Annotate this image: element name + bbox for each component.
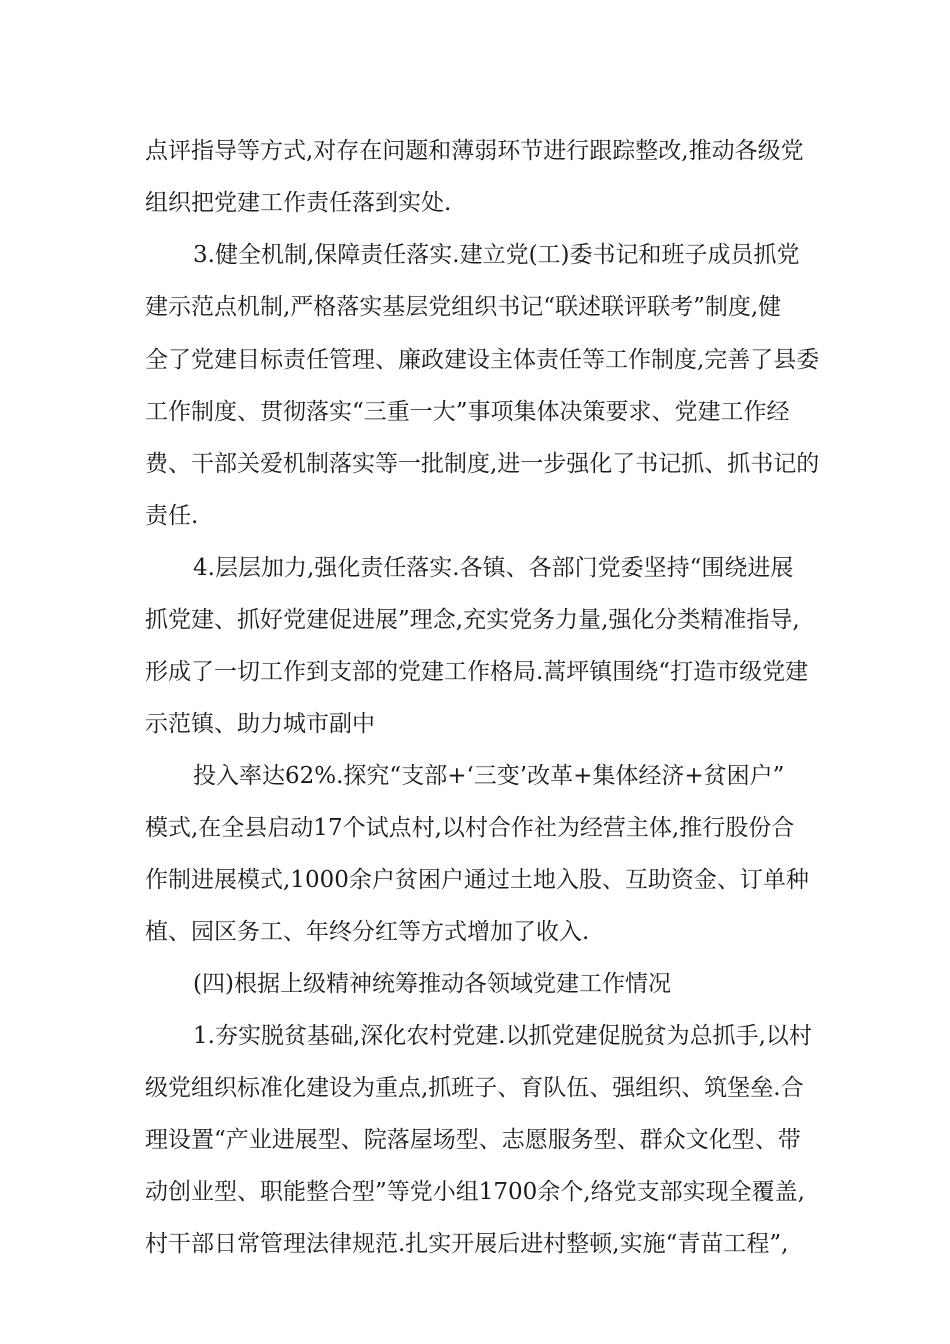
text-line: 点评指导等方式,对存在问题和薄弱环节进行跟踪整改,推动各级党 (145, 138, 804, 164)
text-line: 组织把党建工作责任落到实处. (145, 190, 452, 216)
text-line: 抓党建、抓好党建促进展”理念,充实党务力量,强化分类精准指导, (145, 607, 800, 633)
text-line: 级党组织标准化建设为重点,抓班子、育队伍、强组织、筑堡垒.合 (145, 1075, 804, 1101)
text-line: 理设置“产业进展型、院落屋场型、志愿服务型、群众文化型、带 (145, 1127, 801, 1153)
text-line: 形成了一切工作到支部的党建工作格局.蒿坪镇围绕“打造市级党建 (145, 659, 809, 685)
text-line: 责任. (145, 503, 199, 529)
text-line: 全了党建目标责任管理、廉政建设主体责任等工作制度,完善了县委 (145, 347, 820, 373)
text-line: 工作制度、贯彻落实“三重一大”事项集体决策要求、党建工作经 (145, 399, 790, 425)
text-line: 建示范点机制,严格落实基层党组织书记“联述联评联考”制度,健 (145, 294, 782, 320)
section-heading: (四)根据上级精神统筹推动各领域党建工作情况 (193, 971, 671, 997)
text-line: 动创业型、职能整合型”等党小组1700余个,络党支部实现全覆盖, (145, 1179, 805, 1205)
paragraph-heading-4: 4.层层加力,强化责任落实.各镇、各部门党委坚持“围绕进展 (193, 555, 794, 581)
paragraph-start: 投入率达62%.探究“支部+‘三变’改革+集体经济+贫困户” (193, 763, 785, 789)
text-line: 村干部日常管理法律规范.扎实开展后进村整顿,实施“青苗工程”, (145, 1231, 789, 1257)
paragraph-heading-3: 3.健全机制,保障责任落实.建立党(工)委书记和班子成员抓党 (193, 242, 800, 268)
text-line: 模式,在全县启动17个试点村,以村合作社为经营主体,推行股份合 (145, 815, 795, 841)
text-line: 费、干部关爱机制落实等一批制度,进一步强化了书记抓、抓书记的 (145, 451, 820, 477)
paragraph-heading-1: 1.夯实脱贫基础,深化农村党建.以抓党建促脱贫为总抓手,以村 (193, 1023, 812, 1049)
text-line: 作制进展模式,1000余户贫困户通过土地入股、互助资金、订单种 (145, 867, 809, 893)
text-line: 植、园区务工、年终分红等方式增加了收入. (145, 919, 590, 945)
text-line: 示范镇、助力城市副中 (145, 711, 375, 737)
